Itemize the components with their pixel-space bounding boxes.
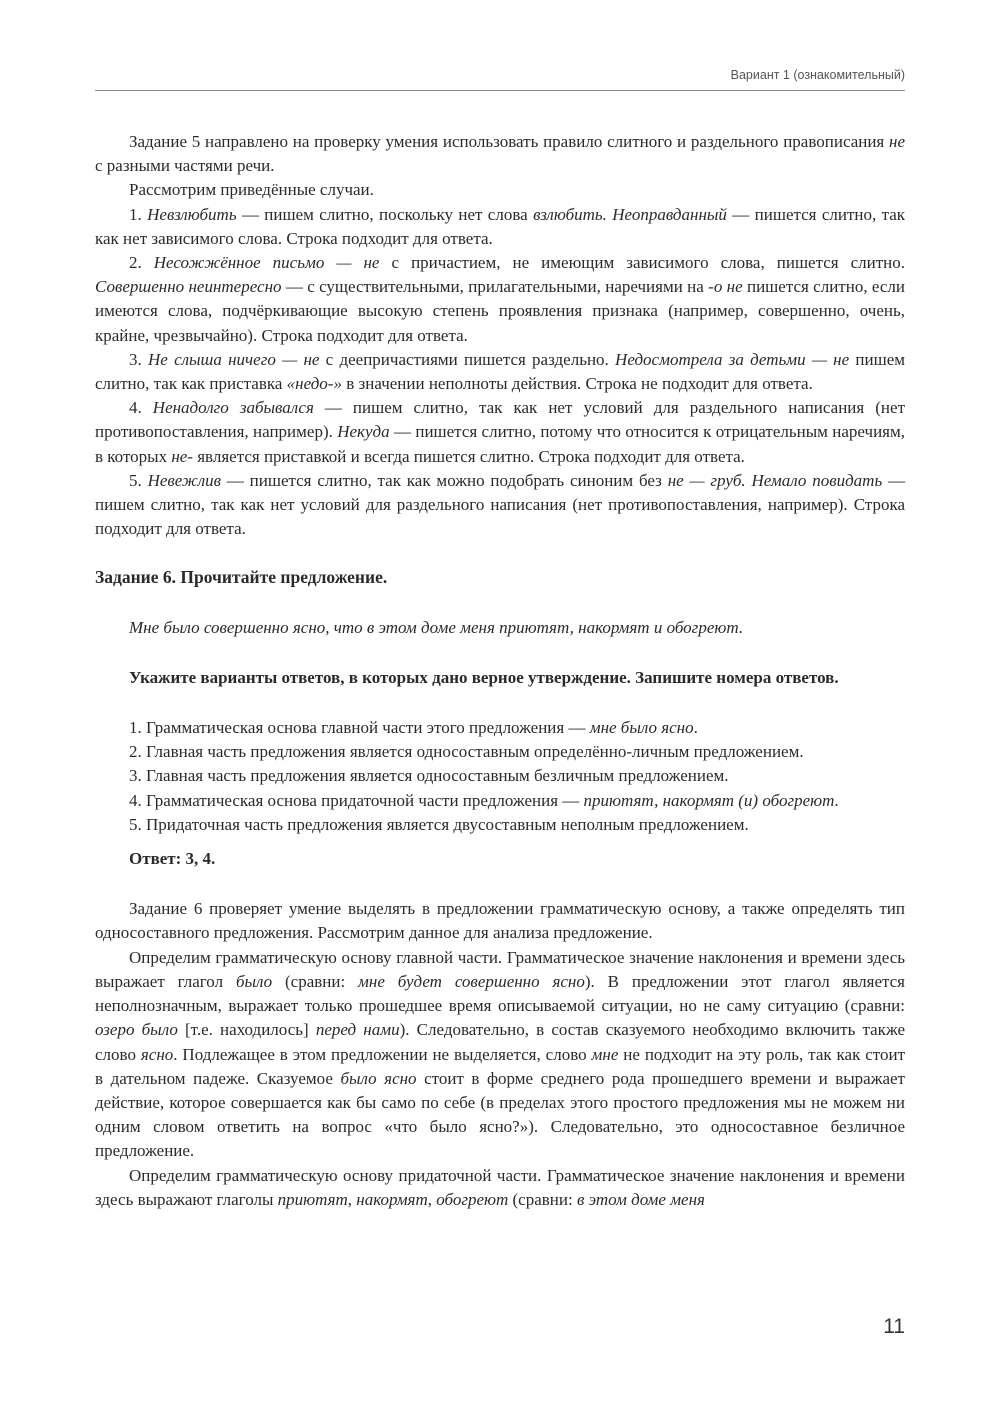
task6-options: [95, 716, 905, 837]
task5-intro: Задание 5 направлено на проверку умения использовать правило слитного и раздельного правописания не с разными частями речи.: [95, 132, 906, 176]
task5-case-3: 3. Не слыша ничего — не с деепричастиями пишется раздельно. Недосмотрела за детьми — не пишем слитно, так как приставка «недо-» в значении неполноты действия. Строка не подходит для ответа.: [95, 349, 905, 394]
task5-case-4: 4. Ненадолго забывался — пишем слитно, так как нет условий для раздельного написания (нет противопоставления, например). Некуда — пишется слитно, потому что относится к отрицательным наречиям, в которых не- является приставкой и всегда пишется слитно. Строка подходит для ответа.: [95, 398, 906, 466]
page-number: 11: [883, 1315, 905, 1338]
option-3: 3. Главная часть предложения является односоставным безличным предложением.: [129, 766, 729, 786]
option-5: 5. Придаточная часть предложения является двусоставным неполным предложением.: [129, 814, 749, 834]
task5-case-2: 2. Несожжённое письмо — не с причастием, не имеющим зависимого слова, пишется слитно. Совершенно неинтересно — с существительными, прилагательными, наречиями на -о не пишется слитно, если имеются слова, подчёркивающие высокую степень проявления признака (например, совершенно, очень, крайне, чрезвычайно). Строка подходит для ответа.: [95, 253, 906, 345]
task6-instruction: Укажите варианты ответов, в которых дано верное утверждение. Запишите номера ответов.: [129, 667, 839, 687]
explanation-1: Задание 6 проверяет умение выделять в предложении грамматическую основу, а также определять тип односоставного предложения. Рассмотрим данное для анализа предложение.: [95, 899, 905, 943]
running-header: [95, 68, 905, 91]
page-content: [95, 130, 905, 1212]
explanation-3: Определим грамматическую основу придаточной части. Грамматическое значение наклонения и времени здесь выражают глаголы приютят, накормят, обогреют (сравни: в этом доме меня: [95, 1165, 905, 1209]
consider-line: Рассмотрим приведённые случаи.: [129, 180, 374, 200]
task6-answer: Ответ: 3, 4.: [129, 849, 216, 869]
option-2: 2. Главная часть предложения является односоставным определённо-личным предложением.: [129, 742, 804, 762]
task5-case-5: 5. Невежлив — пишется слитно, так как можно подобрать синоним без не — груб. Немало повидать — пишем слитно, так как нет условий для раздельного написания (нет противопоставления, например). Строка подходит для ответа.: [95, 470, 906, 539]
task6-heading: Задание 6. Прочитайте предложение.: [95, 567, 388, 588]
task5-case-1: 1. Невзлюбить — пишем слитно, поскольку нет слова взлюбить. Неоправданный — пишется слитно, так как нет зависимого слова. Строка подходит для ответа.: [95, 204, 906, 248]
explanation-2: Определим грамматическую основу главной части. Грамматическое значение наклонения и времени здесь выражает глагол было (сравни: мне будет совершенно ясно). В предложении этот глагол является неполнозначным, выражает только прошедшее время описываемой ситуации, но не саму ситуацию (сравни: озеро было [т.е. находилось] перед нами). Следовательно, в состав сказуемого необходимо включить также слово ясно. Подлежащее в этом предложении не выделяется, слово мне не подходит на эту роль, так как стоит в дательном падеже. Сказуемое было ясно стоит в форме среднего рода прошедшего времени и выражает действие, которое совершается как бы само по себе (в пределах этого простого предложения мы не можем ни одним словом ответить на вопрос «что было ясно?»). Следовательно, это односоставное безличное предложение.: [95, 947, 906, 1161]
task6-sentence: Мне было совершенно ясно, что в этом доме меня приютят, накормят и обогреют.: [129, 617, 744, 637]
running-title: Вариант 1 (ознакомительный): [730, 68, 905, 82]
option-1: 1. Грамматическая основа главной части этого предложения — мне было ясно.: [129, 718, 698, 738]
option-4: 4. Грамматическая основа придаточной части предложения — приютят, накормят (и) обогреют.: [129, 790, 839, 810]
